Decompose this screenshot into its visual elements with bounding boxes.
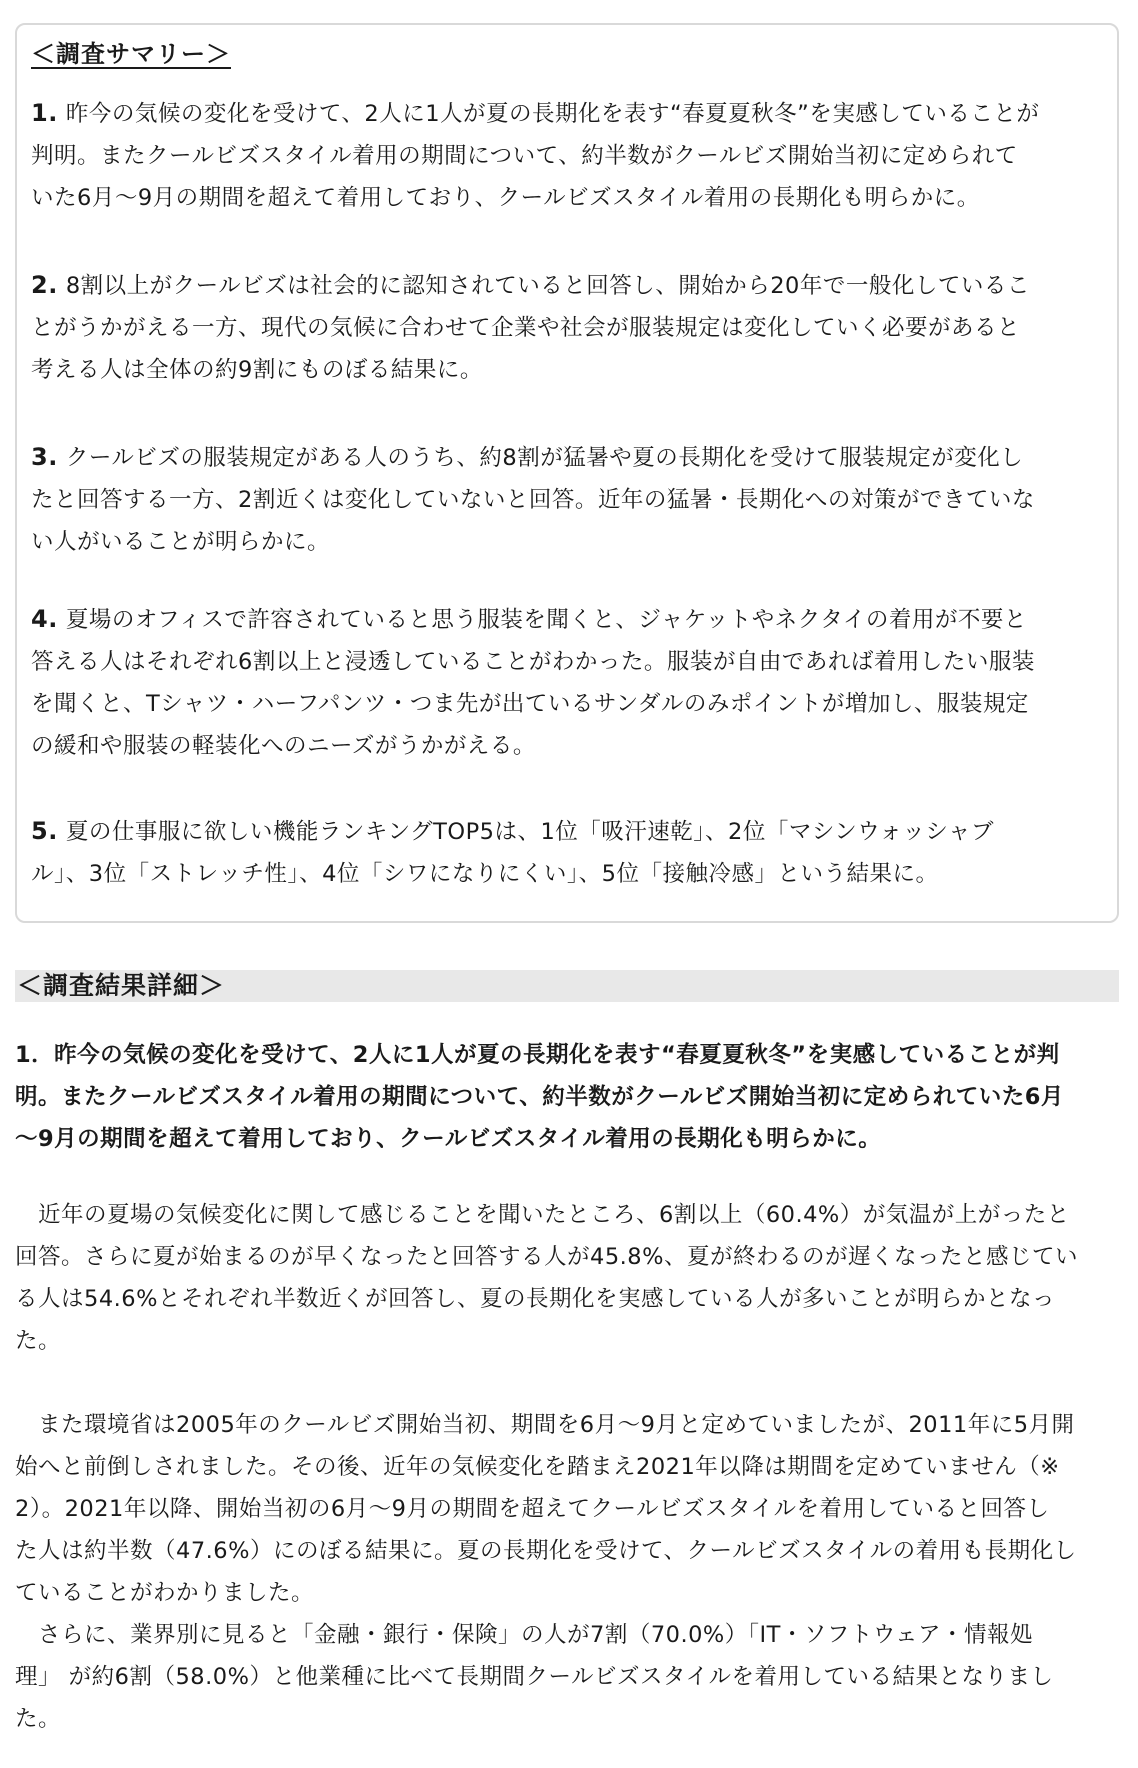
summary-item-3 bbox=[31, 436, 1091, 563]
detail-item-1-heading: 1．昨今の気候の変化を受けて、2人に1人が夏の長期化を表す“春夏夏秋冬”を実感していることが判 明。またクールビズスタイル着用の期間について、約半数がクールビズ開始当初に定められていた6月 〜9月の期間を超えて着用しており、クールビズスタイル着用の長期化も明らかに。 bbox=[15, 1042, 1064, 1152]
detail-paragraph-3: さらに、業界別に見ると「金融・銀行・保険」の人が7割（70.0%）「IT・ソフトウェア・情報処 理」 が約6割（58.0%）と他業種に比べて長期間クールビズスタイルを着用している結果となりまし た。 bbox=[15, 1622, 1054, 1732]
summary-item-number: 1. bbox=[31, 99, 58, 127]
summary-item-2 bbox=[31, 264, 1091, 391]
summary-item-1 bbox=[31, 92, 1091, 219]
summary-item-text: 夏の仕事服に欲しい機能ランキングTOP5は、1位「吸汗速乾」、2位「マシンウォッシャブ ル」、3位「ストレッチ性」、4位「シワになりにくい」、5位「接触冷感」という結果に。 bbox=[31, 819, 994, 887]
summary-item-text: 昨今の気候の変化を受けて、2人に1人が夏の長期化を表す“春夏夏秋冬”を実感していることが 判明。またクールビズスタイル着用の期間について、約半数がクールビズ開始当初に定められて いた6月〜9月の期間を超えて着用しており、クールビズスタイル着用の長期化も明らかに。 bbox=[31, 101, 1040, 211]
summary-item-4 bbox=[31, 598, 1091, 767]
summary-item-number: 4. bbox=[31, 605, 58, 633]
detail-paragraph-2: また環境省は2005年のクールビズ開始当初、期間を6月〜9月と定めていましたが、2011年に5月開 始へと前倒しされました。その後、近年の気候変化を踏まえ2021年以降は期間を定めていません（※ 2）。2021年以降、開始当初の6月〜9月の期間を超えてクールビズスタイルを着用していると回答し た人は約半数（47.6%）にのぼる結果に。夏の長期化を受けて、クールビズスタイルの着用も長期化し ていることがわかりました。 bbox=[15, 1412, 1077, 1606]
summary-item-text: 8割以上がクールビズは社会的に認知されていると回答し、開始から20年で一般化しているこ とがうかがえる一方、現代の気候に合わせて企業や社会が服装規定は変化していく必要があると 考える人は全体の約9割にものぼる結果に。 bbox=[31, 273, 1030, 383]
summary-item-number: 3. bbox=[31, 443, 58, 471]
details-section-heading: ＜調査結果詳細＞ bbox=[15, 970, 1119, 1002]
summary-item-text: 夏場のオフィスで許容されていると思う服装を聞くと、ジャケットやネクタイの着用が不要と 答える人はそれぞれ6割以上と浸透していることがわかった。服装が自由であれば着用したい服装 を聞くと、Tシャツ・ハーフパンツ・つま先が出ているサンダルのみポイントが増加し、服装規定 の緩和や服装の軽装化へのニーズがうかがえる。 bbox=[31, 607, 1035, 759]
summary-item-number: 2. bbox=[31, 271, 58, 299]
detail-paragraph-1: 近年の夏場の気候変化に関して感じることを聞いたところ、6割以上（60.4%）が気温が上がったと 回答。さらに夏が始まるのが早くなったと回答する人が45.8%、夏が終わるのが遅くなったと感じてい る人は54.6%とそれぞれ半数近くが回答し、夏の長期化を実感している人が多いことが明らかとなっ た。 bbox=[15, 1202, 1078, 1354]
summary-title: ＜調査サマリー＞ bbox=[31, 40, 231, 68]
summary-item-number: 5. bbox=[31, 817, 58, 845]
summary-item-5 bbox=[31, 810, 1091, 895]
summary-item-text: クールビズの服装規定がある人のうち、約8割が猛暑や夏の長期化を受けて服装規定が変化し たと回答する一方、2割近くは変化していないと回答。近年の猛暑・長期化への対策ができていな い人がいることが明らかに。 bbox=[31, 445, 1035, 555]
